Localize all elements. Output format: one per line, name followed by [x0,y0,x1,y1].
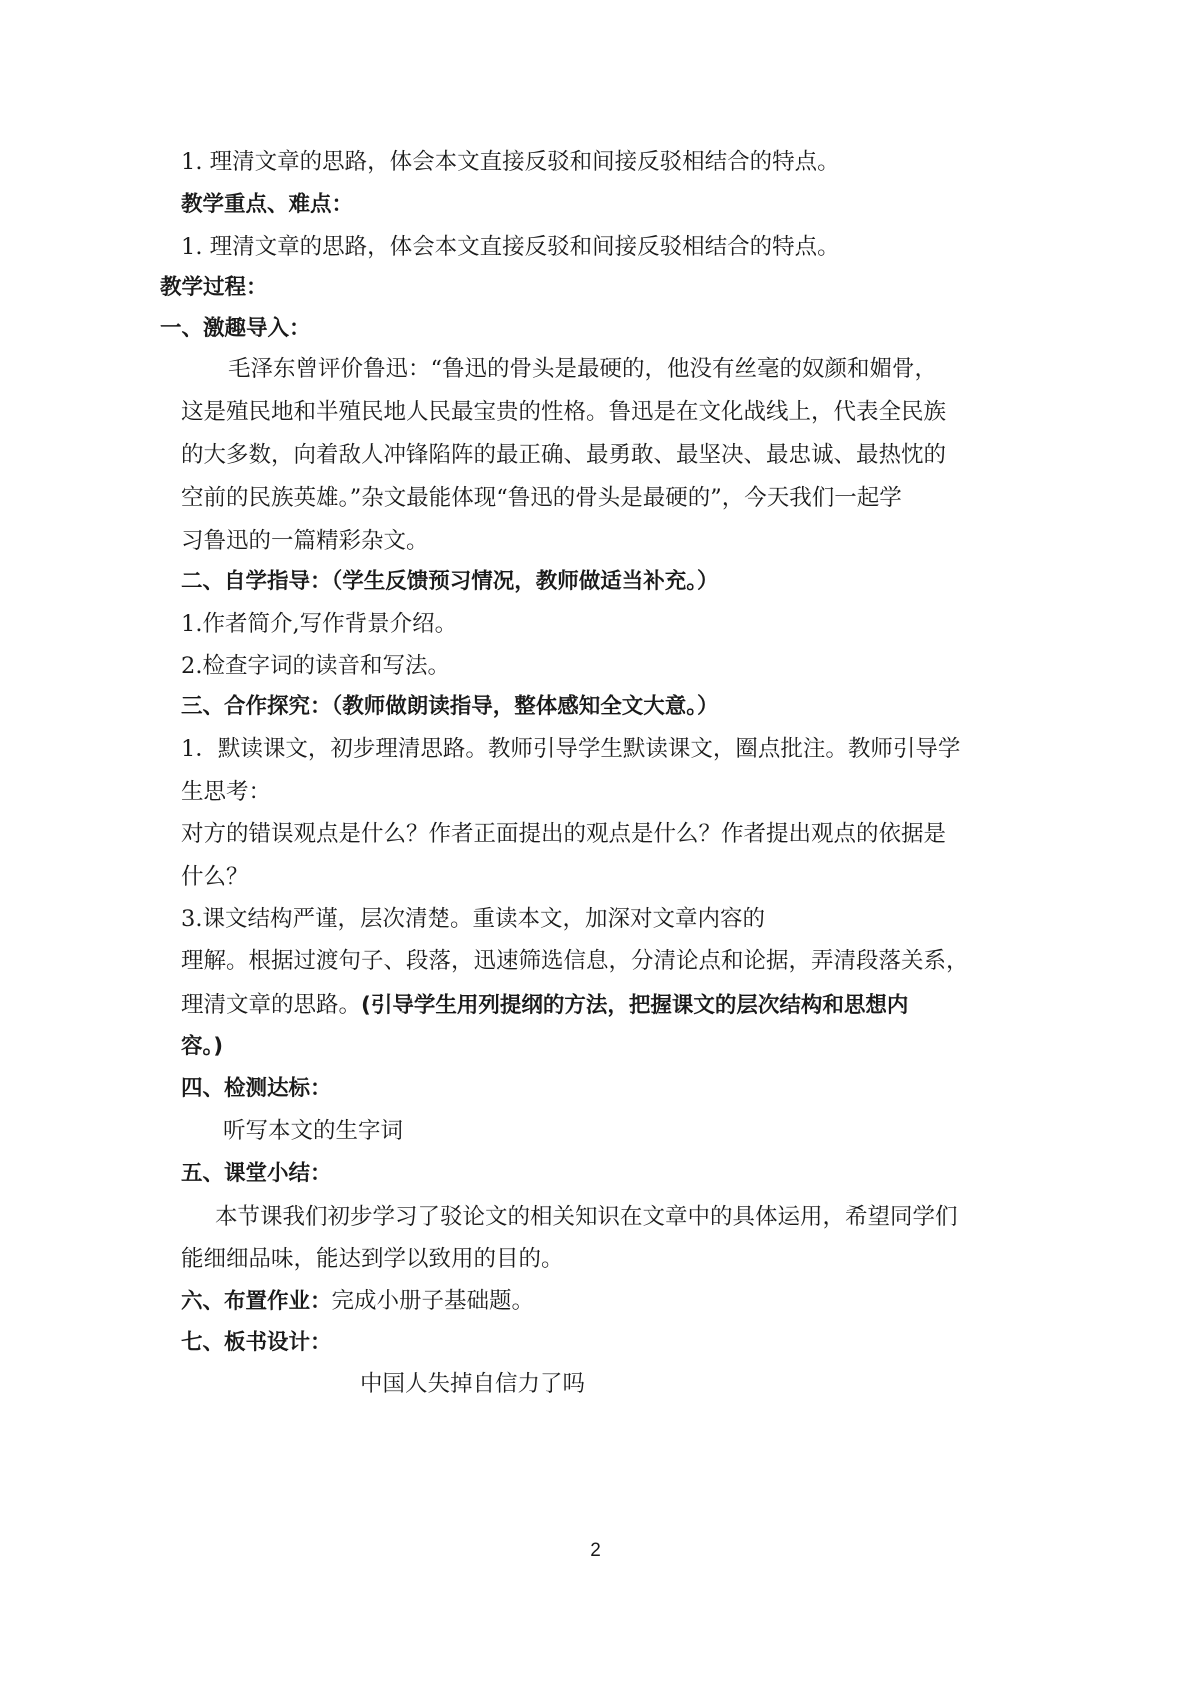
section3-line: 理解。根据过渡句子、段落，迅速筛选信息，分清论点和论据，弄清段落关系， [181,948,969,974]
section3-last-line [181,989,908,1022]
section3-last-plain: 理清文章的思路。 [181,992,362,1018]
section3-line: 什么？ [181,864,249,890]
section1-line: 空前的民族英雄。”杂文最能体现“鲁迅的骨头是最硬的”，今天我们一起学 [181,485,902,511]
section3-line: 3.课文结构严谨，层次清楚。重读本文，加深对文章内容的 [181,906,765,932]
section6-line [181,1285,534,1318]
objective-item: 1. 理清文章的思路，体会本文直接反驳和间接反驳相结合的特点。 [181,149,840,175]
section5-heading: 五、课堂小结： [181,1161,332,1186]
process-heading: 教学过程： [160,275,268,300]
section1-heading: 一、激趣导入： [160,316,311,341]
section3-last-bold-cont: 容。) [181,1034,224,1059]
section1-line: 的大多数，向着敌人冲锋陷阵的最正确、最勇敢、最坚决、最忠诚、最热忱的 [181,442,947,468]
section5-line: 本节课我们初步学习了驳论文的相关知识在文章中的具体运用，希望同学们 [215,1204,958,1230]
section4-heading: 四、检测达标： [181,1076,332,1101]
section3-line: 对方的错误观点是什么？作者正面提出的观点是什么？作者提出观点的依据是 [181,821,947,847]
section2-item: 2.检查字词的读音和写法。 [181,653,450,679]
section5-line: 能细细品味，能达到学以致用的目的。 [181,1246,564,1272]
section7-heading: 七、板书设计： [181,1330,332,1355]
page-number: 2 [590,1540,601,1561]
section2-item: 1.作者简介,写作背景介绍。 [181,611,458,637]
section3-heading: 三、合作探究：（教师做朗读指导，整体感知全文大意。） [181,694,719,719]
section6-heading: 六、布置作业： [181,1289,332,1314]
key-points-heading: 教学重点、难点： [181,192,354,217]
section1-line: 这是殖民地和半殖民地人民最宝贵的性格。鲁迅是在文化战线上，代表全民族 [181,399,947,425]
section1-line: 习鲁迅的一篇精彩杂文。 [181,528,429,554]
section3-last-bold: (引导学生用列提纲的方法，把握课文的层次结构和思想内 [361,993,909,1018]
section4-text: 听写本文的生字词 [223,1118,404,1144]
section6-text: 完成小册子基础题。 [331,1288,535,1314]
section3-line: 生思考： [181,779,272,805]
section1-line: 毛泽东曾评价鲁迅：“鲁迅的骨头是最硬的，他没有丝毫的奴颜和媚骨， [228,356,938,382]
section2-heading: 二、自学指导：（学生反馈预习情况，教师做适当补充。） [181,569,719,594]
key-points-item: 1. 理清文章的思路，体会本文直接反驳和间接反驳相结合的特点。 [181,234,840,260]
section3-line: 1．默读课文，初步理清思路。教师引导学生默读课文，圈点批注。教师引导学 [181,736,961,762]
board-title: 中国人失掉自信力了吗 [360,1371,586,1397]
